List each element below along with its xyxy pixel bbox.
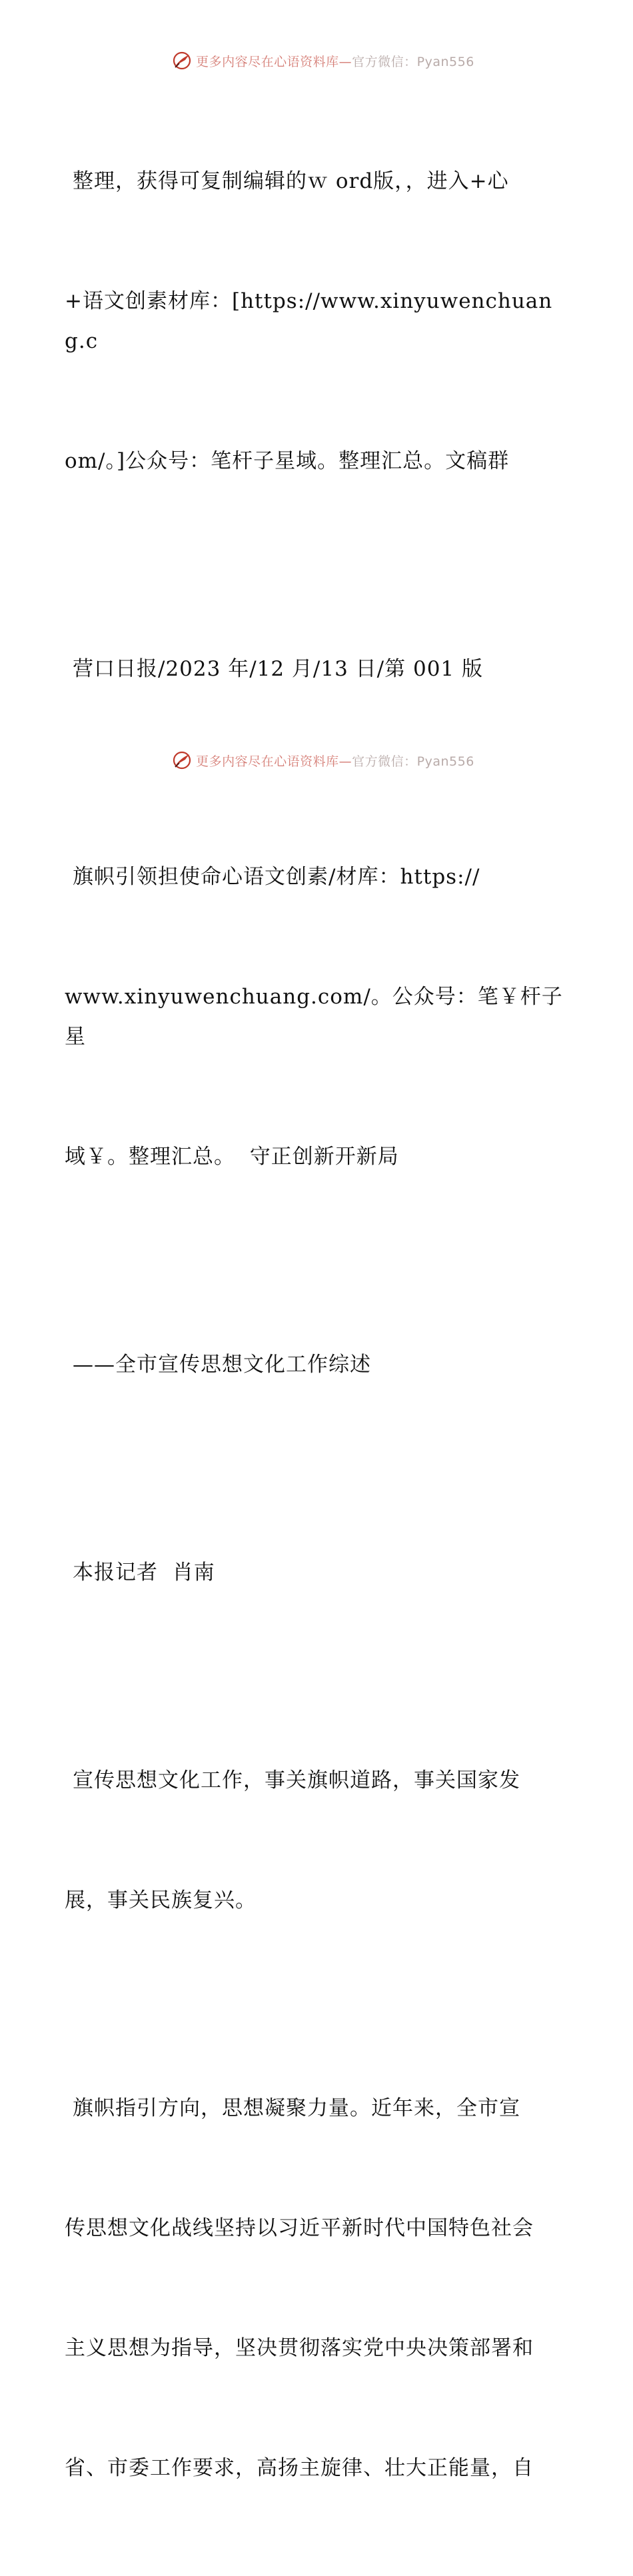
paragraph [65,81,571,561]
text-line: 展，事关民族复兴。 [65,1888,257,1912]
text-line: 旗帜引领担使命心语文创素/材库：https:// [73,865,480,889]
text-line: 营口日报/2023 年/12 月/13 日/第 001 版 [73,657,484,681]
paragraph [65,1473,571,1672]
text-line: 省、市委工作要求，高扬主旋律、壮大正能量，自 [65,2456,534,2480]
paragraph [65,1265,571,1465]
text-line: +语文创素材库：[https://www.xinyuwenchuang.c [65,289,553,353]
brush-logo-icon [172,750,192,770]
banner-separator: — [338,754,352,769]
text-line: 主义思想为指导，坚决贯彻落实党中央决策部署和 [65,2336,534,2360]
text-line: 本报记者 肖南 [73,1561,215,1585]
paragraph [65,2008,571,2568]
paragraph [65,777,571,1257]
text-line: 宣传思想文化工作，事关旗帜道路，事关国家发 [73,1768,520,1792]
text-line: 整理，获得可复制编辑的ｗ ord版，，进入+心 [73,169,509,193]
text-line: ——全市宣传思想文化工作综述 [73,1353,371,1377]
footer-banner [0,747,633,774]
text-line: 传思想文化战线坚持以习近平新时代中国特色社会 [65,2216,534,2240]
paragraph [65,569,571,769]
text-line: 域￥。整理汇总。 守正创新开新局 [65,1145,399,1169]
banner-separator: — [338,54,352,69]
banner-main-text: 更多内容尽在心语资料库 [196,754,339,769]
banner-text [196,52,474,70]
banner-text [196,752,474,770]
brush-logo-icon [172,51,192,71]
banner-main-text: 更多内容尽在心语资料库 [196,54,339,69]
paragraph [65,1680,571,2000]
banner-wechat-text: 官方微信：Pyan556 [352,754,474,769]
banner-wechat-text: 官方微信：Pyan556 [352,54,474,69]
header-banner [0,47,633,74]
text-line: www.xinyuwenchuang.com/。公众号：笔￥杆子星 [65,985,563,1049]
text-line: 旗帜指引方向，思想凝聚力量。近年来，全市宣 [73,2096,520,2120]
document-body [65,81,571,2576]
text-line: om/。]公众号：笔杆子星域。整理汇总。文稿群 [65,449,510,473]
